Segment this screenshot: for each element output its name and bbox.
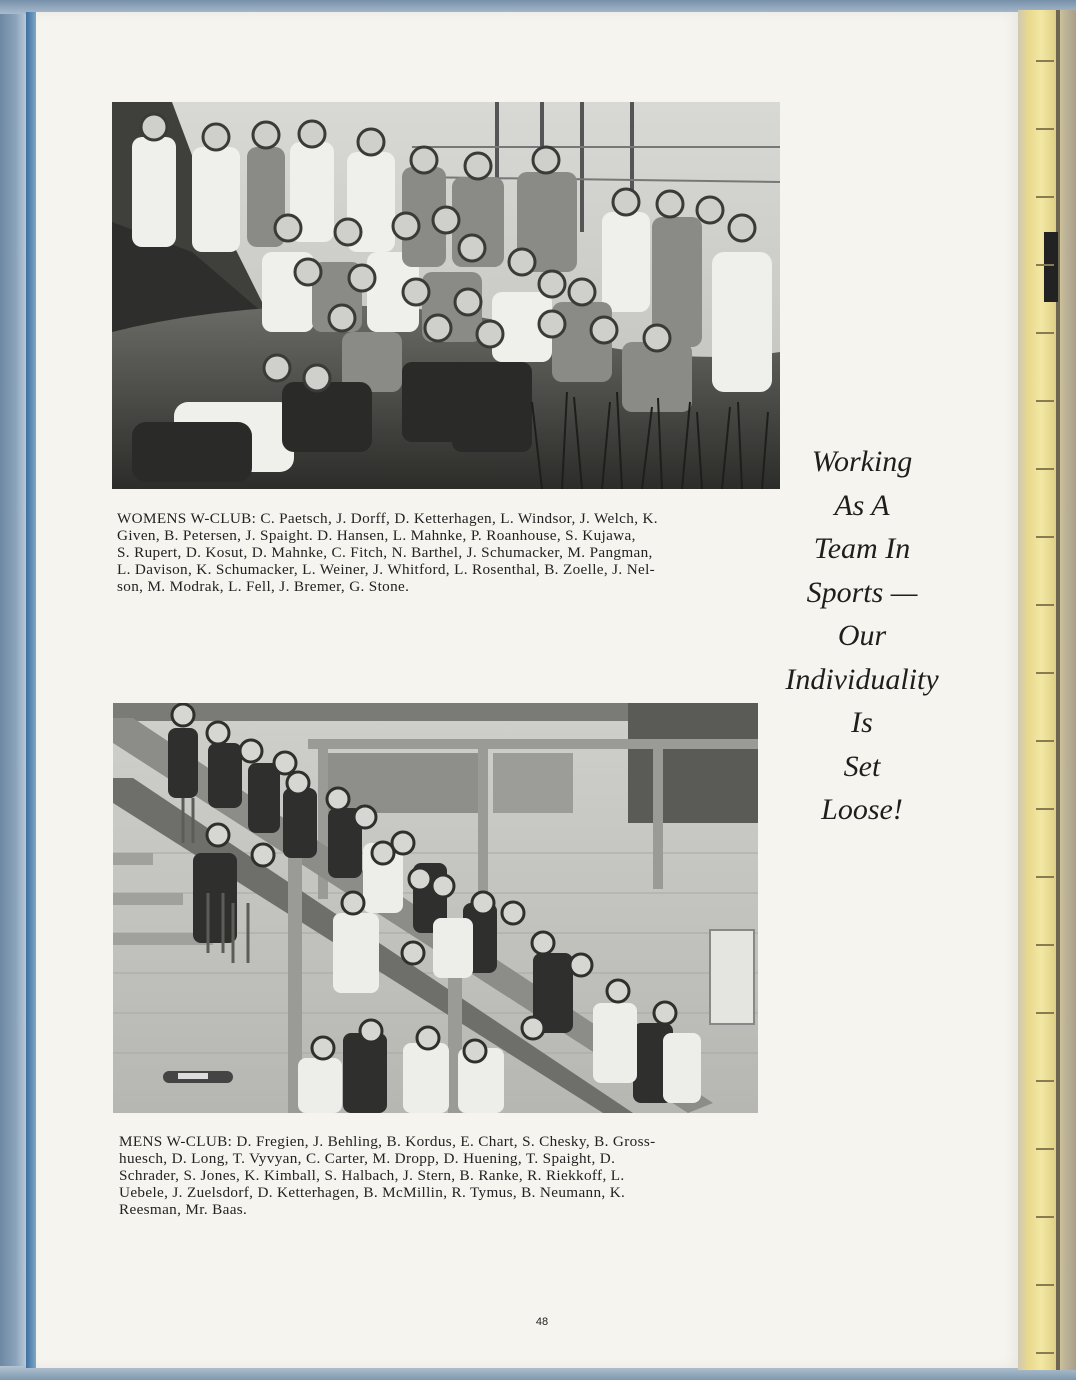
women-w-club-photo <box>112 102 780 489</box>
binding-stitch <box>1036 740 1054 742</box>
binding-stitch <box>1036 604 1054 606</box>
caption-line: Schrader, S. Jones, K. Kimball, S. Halbach, J. Stern, B. Ranke, R. Riekkoff, L. <box>119 1167 625 1184</box>
binding-stitch <box>1036 128 1054 130</box>
slogan-line: Sports — <box>806 575 918 609</box>
binding-edge <box>1056 10 1060 1370</box>
caption-line: L. Davison, K. Schumacker, L. Weiner, J. Whitford, L. Rosenthal, B. Zoelle, J. Nel- <box>117 561 656 578</box>
binding-stitch <box>1036 332 1054 334</box>
binding-stitch <box>1036 468 1054 470</box>
binding-stitch <box>1036 536 1054 538</box>
page-number: 48 <box>535 1316 549 1328</box>
slogan-line: Our <box>837 619 887 652</box>
binding-stitch <box>1036 196 1054 198</box>
binding-stitch <box>1036 672 1054 674</box>
slogan-line: Loose! <box>821 793 903 826</box>
caption-line: S. Rupert, D. Kosut, D. Mahnke, C. Fitch, N. Barthel, J. Schumacker, M. Pangman, <box>117 544 653 561</box>
men-w-club-caption <box>119 1133 759 1218</box>
binding-stitch <box>1036 264 1054 266</box>
binding-stitch <box>1036 1216 1054 1218</box>
slogan-line: Individuality <box>785 662 939 696</box>
women-w-club-caption <box>117 510 789 595</box>
caption-line: huesch, D. Long, T. Vyvyan, C. Carter, M. Dropp, D. Huening, T. Spaight, D. <box>119 1150 616 1167</box>
binding-stitch <box>1036 944 1054 946</box>
binding-stitch <box>1036 1080 1054 1082</box>
slogan-line: Working <box>811 445 913 478</box>
caption-line: WOMENS W-CLUB: C. Paetsch, J. Dorff, D. Ketterhagen, L. Windsor, J. Welch, K. <box>117 510 658 527</box>
scan-background-left <box>0 0 26 1380</box>
page-spine-edge <box>26 12 36 1368</box>
binding-stitch <box>1036 60 1054 62</box>
binding-tab <box>1044 232 1058 302</box>
slogan-line: Set <box>843 749 881 783</box>
caption-line: Reesman, Mr. Baas. <box>119 1201 248 1218</box>
caption-line: Given, B. Petersen, J. Spaight. D. Hansen, L. Mahnke, P. Roanhouse, S. Kujawa, <box>117 527 636 544</box>
slogan-line: Team In <box>813 532 911 565</box>
binding-stitch <box>1036 1352 1054 1354</box>
binding-stitch <box>1036 1012 1054 1014</box>
binding-stitch <box>1036 808 1054 810</box>
spiral-binding <box>1018 10 1076 1370</box>
binding-stitch <box>1036 876 1054 878</box>
men-w-club-photo <box>113 703 758 1113</box>
slogan-line: As A <box>834 488 890 522</box>
caption-line: son, M. Modrak, L. Fell, J. Bremer, G. Stone. <box>117 578 410 595</box>
slogan-line: Is <box>851 706 873 739</box>
slogan-heading <box>752 440 972 832</box>
caption-line: MENS W-CLUB: D. Fregien, J. Behling, B. Kordus, E. Chart, S. Chesky, B. Gross- <box>119 1133 656 1150</box>
binding-stitch <box>1036 400 1054 402</box>
binding-stitch <box>1036 1148 1054 1150</box>
caption-line: Uebele, J. Zuelsdorf, D. Ketterhagen, B. McMillin, R. Tymus, B. Neumann, K. <box>119 1184 626 1201</box>
scan-background-bottom <box>0 1366 1076 1380</box>
binding-stitch <box>1036 1284 1054 1286</box>
